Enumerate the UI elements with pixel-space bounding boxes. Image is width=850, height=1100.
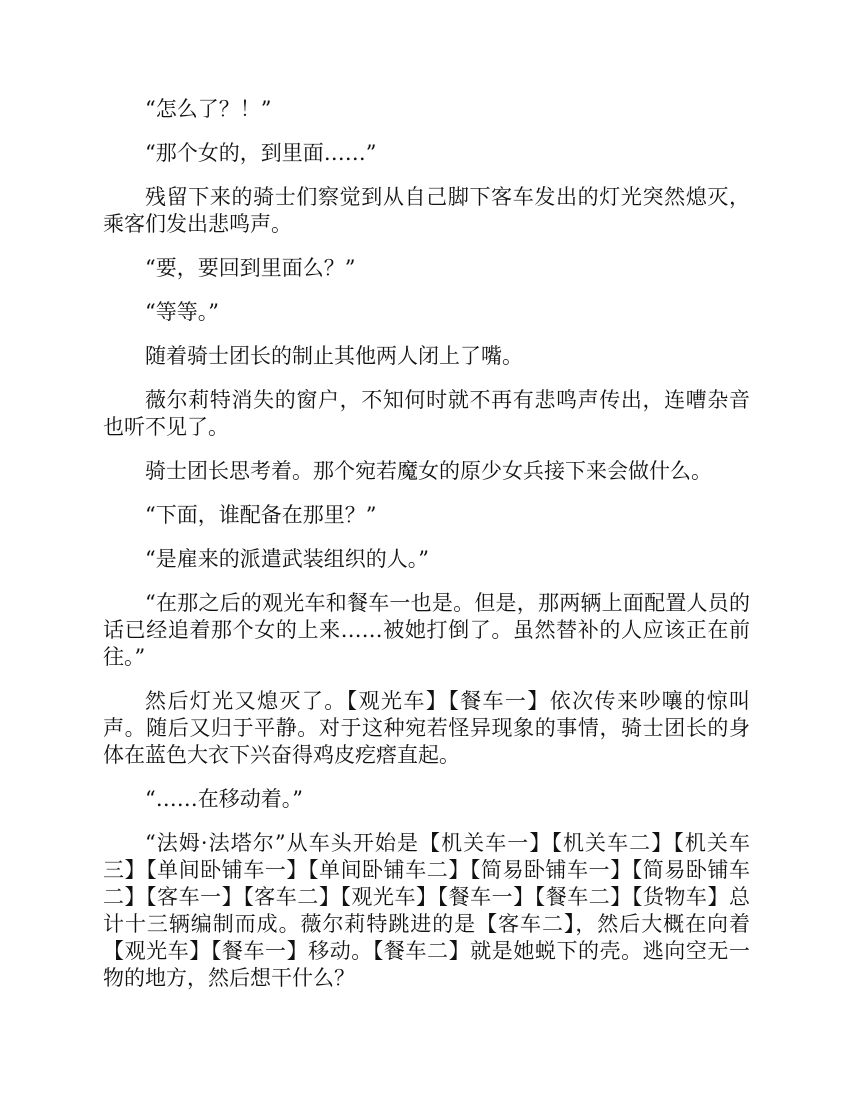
paragraph: “下面，谁配备在那里？” (145, 503, 377, 527)
paragraph: “要，要回到里面么？” (145, 256, 356, 280)
paragraph: “法姆·法塔尔”从车头开始是【机关车一】【机关车二】【机关车三】【单间卧铺车一】【单间卧铺车二】【简易卧铺车一】【简易卧铺车二】【客车一】【客车二】【观光车】【餐车一】【餐车二】【货物车】总计十三辆编制而成。薇尔莉特跳进的是【客车二】，然后大概在向着【观光车】【餐车一】移动。【餐车二】就是她蜕下的壳。逃向空无一物的地方，然后想干什么？ (103, 831, 750, 990)
paragraph: 然后灯光又熄灭了。【观光车】【餐车一】依次传来吵嚷的惊叫声。随后又归于平静。对于这种宛若怪异现象的事情，骑士团长的身体在蓝色大衣下兴奋得鸡皮疙瘩直起。 (103, 689, 750, 767)
paragraph: “在那之后的观光车和餐车一也是。但是，那两辆上面配置人员的话已经追着那个女的上来……被她打倒了。虽然替补的人应该正在前往。” (103, 591, 750, 669)
paragraph: 薇尔莉特消失的窗户，不知何时就不再有悲鸣声传出，连嘈杂音也听不见了。 (103, 388, 750, 439)
paragraph: “……在移动着。” (145, 787, 303, 811)
paragraph: 骑士团长思考着。那个宛若魔女的原少女兵接下来会做什么。 (145, 459, 712, 483)
document-page (103, 96, 750, 1009)
paragraph: “怎么了？！” (145, 97, 272, 121)
paragraph: “是雇来的派遣武装组织的人。” (145, 547, 429, 571)
paragraph: “那个女的，到里面……” (145, 141, 377, 165)
paragraph: 随着骑士团长的制止其他两人闭上了嘴。 (145, 344, 523, 368)
paragraph: 残留下来的骑士们察觉到从自己脚下客车发出的灯光突然熄灭，乘客们发出悲鸣声。 (103, 185, 750, 236)
paragraph: “等等。” (145, 300, 219, 324)
